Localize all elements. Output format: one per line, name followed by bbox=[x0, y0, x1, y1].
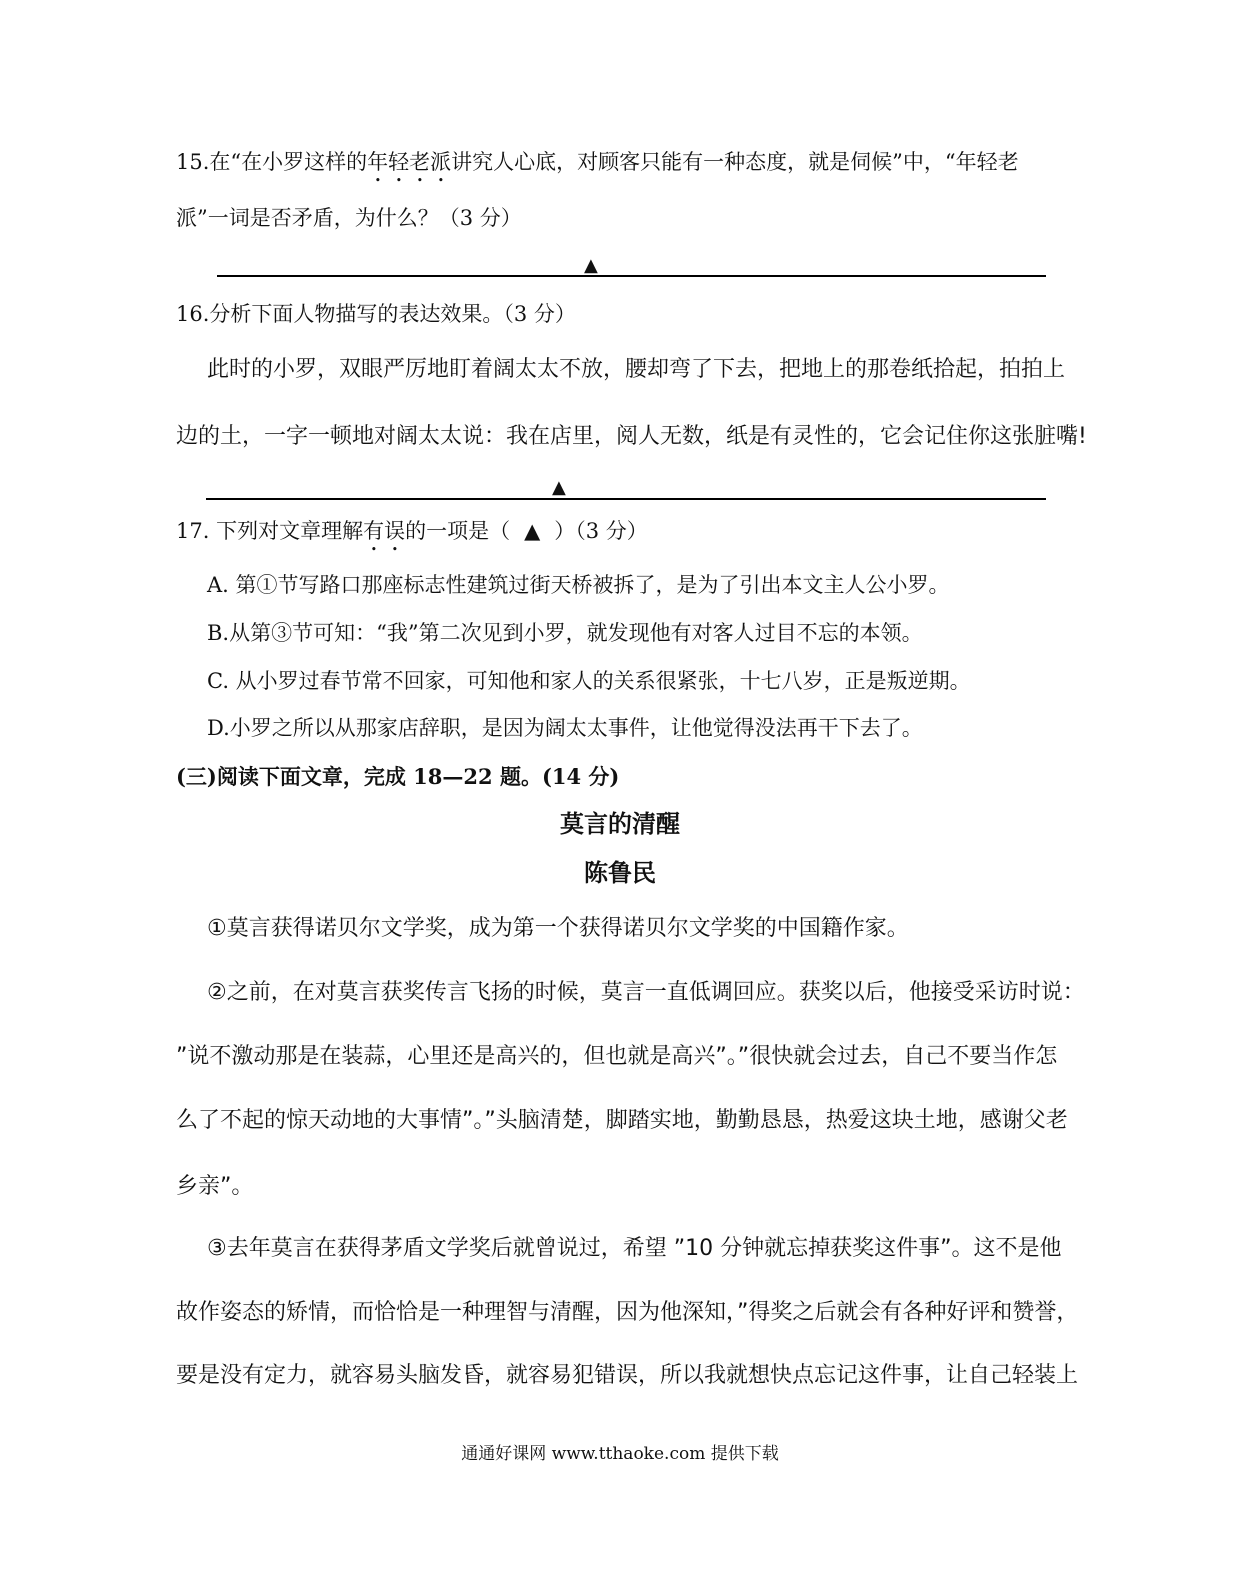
paragraph-line: ③去年莫言在获得茅盾文学奖后就曾说过，希望 ”10 分钟就忘掉获奖这件事”。这不是他 bbox=[207, 1236, 1062, 1261]
q16-quote-line2: 边的土，一字一顿地对阔太太说：我在店里，阅人无数，纸是有灵性的，它会记住你这张脏嘴! bbox=[176, 424, 1087, 449]
q17-prompt-pre: 17. 下列对文章理解 bbox=[176, 519, 364, 543]
q15-dotted-term: 年轻老派 bbox=[367, 150, 452, 174]
paragraph-line: ②之前，在对莫言获奖传言飞扬的时候，莫言一直低调回应。获奖以后，他接受采访时说： bbox=[207, 980, 1085, 1005]
q15-text-post: 讲究人心底，对顾客只能有一种态度，就是伺候”中，“年轻老 bbox=[451, 150, 1019, 174]
article-title: 莫言的清醒 bbox=[560, 810, 680, 838]
q17-prompt-post: 的一项是（ bbox=[405, 519, 511, 543]
q15-line1 bbox=[176, 147, 1019, 187]
paragraph-line: 要是没有定力，就容易头脑发昏，就容易犯错误，所以我就想快点忘记这件事，让自己轻装上 bbox=[176, 1363, 1079, 1388]
paragraph-line: ①莫言获得诺贝尔文学奖，成为第一个获得诺贝尔文学奖的中国籍作家。 bbox=[207, 916, 909, 941]
q17-answer-marker[interactable]: ▲ bbox=[524, 519, 541, 543]
paragraph-line: 故作姿态的矫情，而恰恰是一种理智与清醒，因为他深知，”得奖之后就会有各种好评和赞誉， bbox=[176, 1300, 1079, 1325]
q17-prompt-end: ）（3 分） bbox=[554, 519, 648, 543]
paragraph-line: ”说不激动那是在装蒜，心里还是高兴的，但也就是高兴”。”很快就会过去，自己不要当作怎 bbox=[176, 1044, 1058, 1069]
section3-heading: (三)阅读下面文章，完成 18—22 题。(14 分) bbox=[176, 764, 620, 789]
q15-line2: 派”一词是否矛盾，为什么？（3 分） bbox=[176, 206, 522, 230]
paragraph-line: 乡亲”。 bbox=[176, 1174, 254, 1199]
article-author: 陈鲁民 bbox=[584, 859, 656, 887]
q17-option-a: A. 第①节写路口那座标志性建筑过街天桥被拆了，是为了引出本文主人公小罗。 bbox=[207, 573, 950, 597]
q17-dotted-term: 有误 bbox=[363, 519, 406, 543]
q15-answer-marker: ▲ bbox=[584, 255, 598, 276]
paragraph-line: 么了不起的惊天动地的大事情”。”头脑清楚，脚踏实地，勤勤恳恳，热爱这块土地，感谢父老 bbox=[176, 1108, 1068, 1133]
q17-option-c: C. 从小罗过春节常不回家，可知他和家人的关系很紧张，十七八岁，正是叛逆期。 bbox=[207, 669, 971, 693]
q16-prompt: 16.分析下面人物描写的表达效果。（3 分） bbox=[176, 302, 576, 326]
q17-option-b: B.从第③节可知：“我”第二次见到小罗，就发现他有对客人过目不忘的本领。 bbox=[207, 621, 923, 645]
q16-quote-line1: 此时的小罗，双眼严厉地盯着阔太太不放，腰却弯了下去，把地上的那卷纸拾起，拍拍上 bbox=[207, 357, 1066, 382]
footer-source: 通通好课网 www.tthaoke.com 提供下载 bbox=[461, 1444, 779, 1464]
q15-text-pre: 15.在“在小罗这样的 bbox=[176, 150, 368, 174]
q16-answer-marker: ▲ bbox=[552, 477, 566, 498]
q17-option-d: D.小罗之所以从那家店辞职，是因为阔太太事件，让他觉得没法再干下去了。 bbox=[207, 716, 923, 740]
q17-prompt bbox=[176, 516, 648, 556]
q16-answer-line[interactable] bbox=[206, 498, 1046, 500]
q15-answer-line[interactable] bbox=[217, 275, 1046, 277]
